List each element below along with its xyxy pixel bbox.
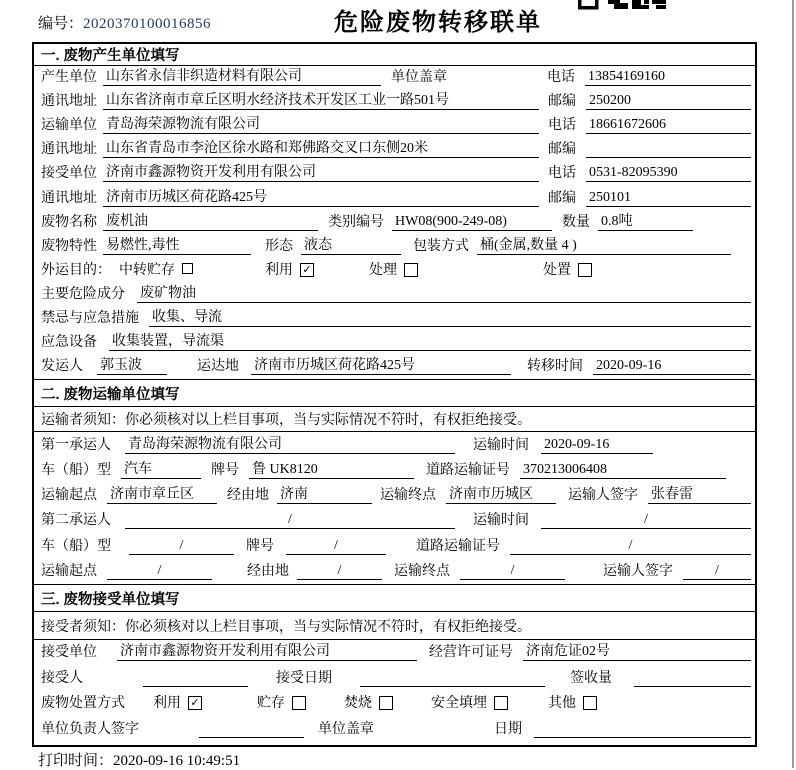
purpose-dispose-checkbox-label: 处置 xyxy=(543,262,571,278)
receiver-address-row xyxy=(34,186,755,210)
second-carrier-value: / xyxy=(125,512,455,529)
transport-phone-value: 18661672606 xyxy=(586,117,751,134)
purpose-treat-checkbox-label: 处理 xyxy=(369,262,397,278)
receiver-unit-value: 济南市鑫源物资开发利用有限公司 xyxy=(103,161,539,182)
first-road-permit-label: 道路运输证号 xyxy=(426,462,510,478)
hazard-component-label: 主要危险成分 xyxy=(41,286,125,302)
disposal-incinerate-checkbox-group xyxy=(344,692,393,712)
disposal-utilize-checkbox-label: 利用 xyxy=(153,696,181,712)
producer-unit-row xyxy=(34,66,755,90)
receiving-unit-value: 济南市鑫源物资开发利用有限公司 xyxy=(117,640,417,661)
doc-number xyxy=(38,12,211,33)
first-carrier-label: 第一承运人 xyxy=(41,437,111,453)
first-transport-time-label: 运输时间 xyxy=(473,437,529,453)
first-vehicle-type-label: 车（船）型 xyxy=(41,462,111,478)
receiver-postcode-value: 250101 xyxy=(586,190,751,207)
doc-number-value: 2020370100016856 xyxy=(83,16,212,32)
purpose-utilize-checkbox: ✓ xyxy=(300,263,314,277)
waste-code-label: 类别编号 xyxy=(328,214,384,230)
second-vehicle-type-label: 车（船）型 xyxy=(41,538,111,554)
first-carrier-value: 青岛海荣源物流有限公司 xyxy=(125,433,455,454)
receiver-address-value: 济南市历城区荷花路425号 xyxy=(103,186,539,207)
transport-phone-label: 电话 xyxy=(548,118,576,134)
hazard-component-value: 废矿物油 xyxy=(137,282,751,303)
second-road-permit-value: / xyxy=(510,538,751,555)
emergency-equipment-row xyxy=(34,331,755,355)
receiving-unit-row xyxy=(34,640,755,665)
emergency-measures-row xyxy=(34,307,755,331)
second-origin-label: 运输起点 xyxy=(41,564,97,579)
producer-unit-value: 山东省永信非织造材料有限公司 xyxy=(103,65,381,86)
disposal-storage-checkbox-group xyxy=(257,692,306,712)
purpose-dispose-checkbox-group xyxy=(543,259,592,279)
receiver-phone-label: 电话 xyxy=(548,166,576,182)
disposal-utilize-checkbox-group xyxy=(153,692,202,712)
receiver-postcode-label: 邮编 xyxy=(548,190,576,206)
second-carrier-sign-label: 运输人签字 xyxy=(603,564,673,579)
second-carrier-row xyxy=(34,508,755,533)
disposal-incinerate-checkbox-label: 焚烧 xyxy=(344,696,372,712)
transport-address-label: 通讯地址 xyxy=(41,142,97,158)
disposal-storage-checkbox-label: 贮存 xyxy=(257,696,285,712)
receive-date-value xyxy=(360,670,545,687)
second-transport-time-label: 运输时间 xyxy=(473,513,529,529)
waste-property-label: 废物特性 xyxy=(41,238,97,254)
first-vehicle-type-value: 汽车 xyxy=(121,458,201,479)
consignor-row xyxy=(34,355,755,379)
receiver-unit-seal-label: 单位盖章 xyxy=(318,721,374,737)
waste-property-value: 易燃性,毒性 xyxy=(103,234,251,255)
emergency-equipment-value: 收集装置，导流渠 xyxy=(109,330,751,351)
hazard-component-row xyxy=(34,283,755,307)
disposal-method-label: 废物处置方式 xyxy=(41,696,125,712)
waste-property-row xyxy=(34,235,755,259)
purpose-treat-checkbox xyxy=(404,263,418,277)
purpose-utilize-checkbox-group xyxy=(265,259,314,279)
producer-postcode-label: 邮编 xyxy=(548,94,576,110)
second-plate-label: 牌号 xyxy=(246,538,274,554)
license-number-label: 经营许可证号 xyxy=(429,645,513,661)
transport-unit-row xyxy=(34,114,755,138)
transfer-purpose-label: 外运目的： xyxy=(41,262,111,278)
producer-address-value: 山东省济南市章丘区明水经济技术开发区工业一路501号 xyxy=(103,89,539,110)
packing-value: 桶(金属,数量 4 ) xyxy=(477,234,731,255)
print-time xyxy=(38,749,240,770)
waste-quantity-label: 数量 xyxy=(562,214,590,230)
disposal-landfill-checkbox xyxy=(494,696,508,710)
first-plate-value: 鲁 UK8120 xyxy=(249,458,414,479)
waste-form-value: 液态 xyxy=(301,234,401,255)
second-terminus-label: 运输终点 xyxy=(394,564,450,579)
second-carrier-sign-value: / xyxy=(683,563,751,580)
disposal-other-checkbox-label: 其他 xyxy=(548,696,576,712)
first-carrier-sign-label: 运输人签字 xyxy=(568,488,638,504)
transport-address-value: 山东省青岛市李沧区徐水路和郑佛路交叉口东侧20米 xyxy=(103,137,539,158)
disposal-incinerate-checkbox xyxy=(379,696,393,710)
emergency-measures-value: 收集、导流 xyxy=(149,306,751,327)
purpose-treat-checkbox-group xyxy=(369,259,418,279)
receiver-phone-value: 0531-82095390 xyxy=(586,165,751,182)
first-via-label: 经由地 xyxy=(227,488,269,504)
first-road-permit-value: 370213006408 xyxy=(520,462,726,479)
first-origin-label: 运输起点 xyxy=(41,488,97,504)
emergency-equipment-label: 应急设备 xyxy=(41,335,97,351)
second-via-value: / xyxy=(297,563,382,580)
disposal-landfill-checkbox-group xyxy=(431,692,508,712)
second-terminus-value: / xyxy=(460,563,565,580)
signed-quantity-value xyxy=(634,670,751,687)
purpose-dispose-checkbox xyxy=(578,263,592,277)
license-number-value: 济南危证02号 xyxy=(523,640,751,661)
purpose-transfer-storage-checkbox-label: 中转贮存 xyxy=(119,262,175,278)
receiver-person-value xyxy=(143,670,248,687)
producer-address-row xyxy=(34,90,755,114)
first-carrier-sign-value: 张春雷 xyxy=(648,483,751,504)
responsible-signature-row xyxy=(34,716,755,741)
receiver-date-label: 日期 xyxy=(494,721,522,737)
purpose-utilize-checkbox-label: 利用 xyxy=(265,262,293,278)
responsible-signature-label: 单位负责人签字 xyxy=(41,721,139,737)
print-time-label: 打印时间： xyxy=(38,753,114,769)
waste-name-row xyxy=(34,211,755,235)
disposal-other-checkbox-group xyxy=(548,692,597,712)
transfer-time-value: 2020-09-16 xyxy=(593,358,751,375)
manifest-form xyxy=(32,42,757,747)
first-route-row xyxy=(34,483,755,508)
producer-phone-value: 13854169160 xyxy=(585,69,751,86)
second-road-permit-label: 道路运输证号 xyxy=(416,538,500,554)
receiver-unit-label: 接受单位 xyxy=(41,166,97,182)
disposal-utilize-checkbox: ✓ xyxy=(188,696,202,710)
consignor-value: 郭玉波 xyxy=(97,354,167,375)
transport-postcode-label: 邮编 xyxy=(548,142,576,158)
signed-quantity-label: 签收量 xyxy=(570,670,612,686)
packing-label: 包装方式 xyxy=(413,238,469,254)
transport-unit-label: 运输单位 xyxy=(41,118,97,134)
producer-postcode-value: 250200 xyxy=(586,93,751,110)
doc-number-label: 编号： xyxy=(38,16,84,32)
waste-quantity-value: 0.8吨 xyxy=(598,210,693,231)
second-route-row xyxy=(34,559,755,584)
disposal-storage-checkbox xyxy=(292,696,306,710)
second-origin-value: / xyxy=(107,563,212,580)
first-terminus-label: 运输终点 xyxy=(380,488,436,504)
waste-name-value: 废机油 xyxy=(103,210,318,231)
receiver-notice: 接受者须知：你必须核对以上栏目事项，当与实际情况不符时，有权拒绝接受。 xyxy=(34,612,755,640)
second-vehicle-type-value: / xyxy=(129,538,234,555)
first-transport-time-value: 2020-09-16 xyxy=(541,437,653,454)
receiver-person-label: 接受人 xyxy=(41,670,83,686)
second-via-label: 经由地 xyxy=(247,564,289,579)
receiver-address-label: 通讯地址 xyxy=(41,190,97,206)
second-transport-time-value: / xyxy=(541,512,751,529)
producer-phone-label: 电话 xyxy=(547,70,575,86)
consignor-label: 发运人 xyxy=(41,359,83,375)
print-time-value: 2020-09-16 10:49:51 xyxy=(113,753,241,769)
first-carrier-row xyxy=(34,432,755,457)
producer-address-label: 通讯地址 xyxy=(41,94,97,110)
emergency-measures-label: 禁忌与应急措施 xyxy=(41,311,139,327)
purpose-transfer-storage-checkbox-group xyxy=(119,259,193,279)
producer-section-header: 一. 废物产生单位填写 xyxy=(34,44,755,66)
first-terminus-value: 济南市历城区 xyxy=(446,483,556,504)
transfer-time-label: 转移时间 xyxy=(527,359,583,375)
receiver-person-row xyxy=(34,665,755,690)
second-vehicle-row xyxy=(34,533,755,558)
transfer-purpose-row xyxy=(34,259,755,283)
producer-unit-label: 产生单位 xyxy=(41,70,97,86)
receiver-unit-row xyxy=(34,162,755,186)
receiver-section-header: 三. 废物接受单位填写 xyxy=(34,584,755,612)
transporter-notice: 运输者须知：你必须核对以上栏目事项，当与实际情况不符时，有权拒绝接受。 xyxy=(34,407,755,432)
destination-value: 济南市历城区荷花路425号 xyxy=(251,354,511,375)
receive-date-label: 接受日期 xyxy=(276,670,332,686)
qr-code-fragment-icon xyxy=(578,0,666,10)
waste-code-value: HW08(900-249-08) xyxy=(392,214,552,231)
disposal-other-checkbox xyxy=(583,696,597,710)
first-via-value: 济南 xyxy=(277,483,372,504)
disposal-method-row xyxy=(34,691,755,716)
disposal-landfill-checkbox-label: 安全填埋 xyxy=(431,696,487,712)
first-plate-label: 牌号 xyxy=(211,462,239,478)
first-vehicle-row xyxy=(34,458,755,483)
page-title: 危险废物转移联单 xyxy=(334,9,542,36)
receiving-unit-label: 接受单位 xyxy=(41,645,97,661)
unit-seal-label: 单位盖章 xyxy=(391,70,447,86)
receiver-date-value xyxy=(534,721,751,738)
first-origin-value: 济南市章丘区 xyxy=(107,483,217,504)
transport-postcode-value xyxy=(586,141,751,158)
transporter-section-header: 二. 废物运输单位填写 xyxy=(34,379,755,407)
responsible-signature-value xyxy=(199,721,304,738)
destination-label: 运达地 xyxy=(197,359,239,375)
second-plate-value: / xyxy=(286,538,386,555)
page-edge-divider xyxy=(792,0,794,768)
waste-name-label: 废物名称 xyxy=(41,214,97,230)
waste-form-label: 形态 xyxy=(265,238,293,254)
purpose-transfer-storage-checkbox xyxy=(182,263,193,274)
transport-unit-value: 青岛海荣源物流有限公司 xyxy=(103,113,539,134)
transport-address-row xyxy=(34,138,755,162)
second-carrier-label: 第二承运人 xyxy=(41,513,111,529)
